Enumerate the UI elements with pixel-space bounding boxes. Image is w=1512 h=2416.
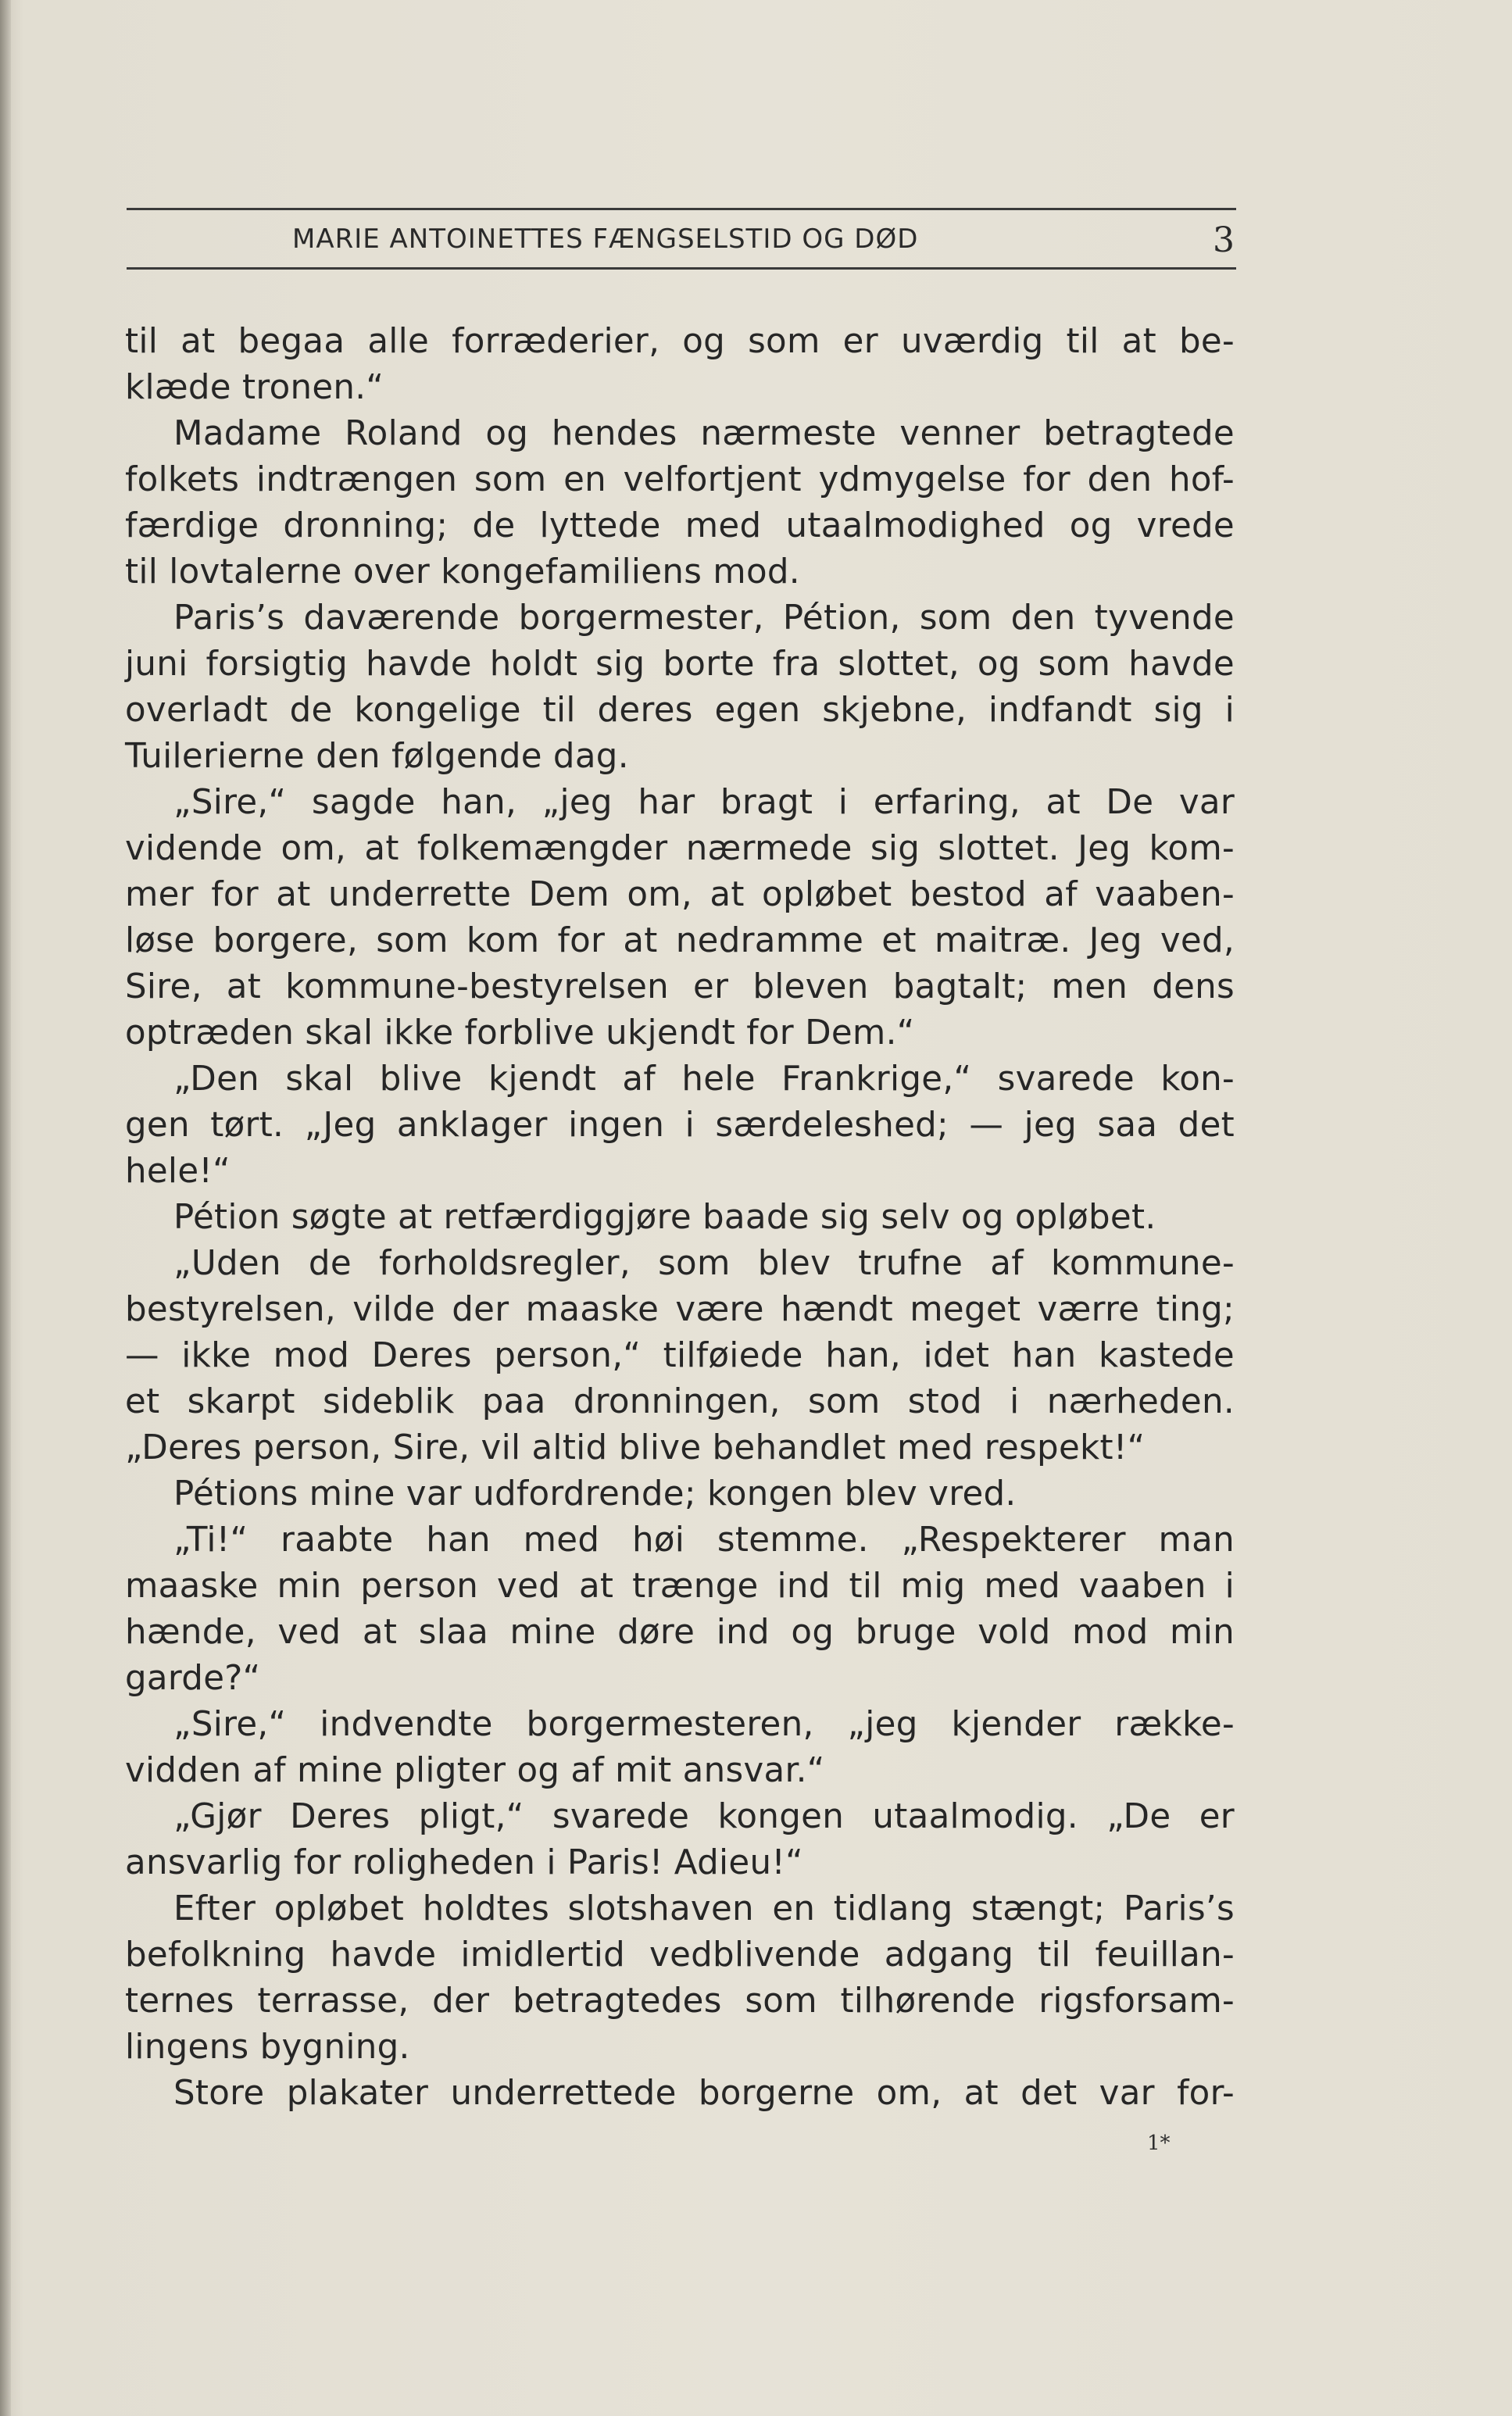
text-line: Pétion søgte at retfærdiggjøre baade sig selv og opløbet. [173,1198,1156,1237]
text-line: — ikke mod Deres person,“ tilføiede han, idet han kastede [125,1336,1235,1375]
page-spine-edge [0,0,11,2416]
text-line: folkets indtrængen som en velfortjent ydmygelse for den hof- [125,460,1235,499]
text-line: bestyrelsen, vilde der maaske være hændt meget værre ting; [125,1290,1235,1329]
text-line: hænde, ved at slaa mine døre ind og bruge vold mod min [125,1613,1235,1652]
text-line: „Ti!“ raabte han med høi stemme. „Respekterer man [173,1521,1235,1560]
header-rule-top [127,208,1236,210]
text-line: Tuilerierne den følgende dag. [125,737,629,776]
header-rule-bottom [127,267,1236,270]
text-line: gen tørt. „Jeg anklager ingen i særdeleshed; — jeg saa det [125,1106,1235,1145]
text-line: Store plakater underrettede borgerne om, at det var for- [173,2074,1235,2113]
text-line: hele!“ [125,1152,231,1191]
text-line: „Deres person, Sire, vil altid blive behandlet med respekt!“ [125,1428,1146,1467]
text-line: ternes terrasse, der betragtedes som tilhørende rigsforsam- [125,1982,1235,2021]
text-line: maaske min person ved at trænge ind til mig med vaaben i [125,1567,1235,1606]
text-line: optræden skal ikke forblive ukjendt for Dem.“ [125,1013,915,1053]
text-line: „Sire,“ indvendte borgermesteren, „jeg kjender række- [173,1705,1235,1744]
text-line: „Sire,“ sagde han, „jeg har bragt i erfaring, at De var [173,783,1235,822]
text-line: overladt de kongelige til deres egen skjebne, indfandt sig i [125,691,1235,730]
text-line: Pétions mine var udfordrende; kongen blev vred. [173,1474,1017,1514]
text-line: klæde tronen.“ [125,368,384,407]
text-line: garde?“ [125,1659,261,1698]
text-line: juni forsigtig havde holdt sig borte fra slottet, og som havde [125,645,1235,684]
text-line: „Den skal blive kjendt af hele Frankrige,“ svarede kon- [173,1060,1235,1099]
running-title: MARIE ANTOINETTES FÆNGSELSTID OG DØD [292,223,919,255]
text-line: vidende om, at folkemængder nærmede sig slottet. Jeg kom- [125,829,1235,868]
text-line: Madame Roland og hendes nærmeste venner betragtede [173,414,1235,453]
text-line: til at begaa alle forræderier, og som er uværdig til at be- [125,322,1235,361]
text-line: færdige dronning; de lyttede med utaalmodighed og vrede [125,506,1235,545]
text-line: mer for at underrette Dem om, at opløbet bestod af vaaben- [125,875,1235,914]
body-text [125,319,1235,2117]
text-line: Efter opløbet holdtes slotshaven en tidlang stængt; Paris’s [173,1889,1235,1928]
text-line: et skarpt sideblik paa dronningen, som stod i nærheden. [125,1382,1235,1421]
text-line: løse borgere, som kom for at nedramme et maitræ. Jeg ved, [125,921,1235,960]
text-line: lingens bygning. [125,2028,410,2067]
text-line: til lovtalerne over kongefamiliens mod. [125,552,800,591]
text-line: ansvarlig for roligheden i Paris! Adieu!“ [125,1843,803,1882]
text-line: „Gjør Deres pligt,“ svarede kongen utaalmodig. „De er [173,1797,1235,1836]
page-number: 3 [1213,220,1235,260]
text-line: befolkning havde imidlertid vedblivende adgang til feuillan- [125,1935,1235,1975]
text-line: „Uden de forholdsregler, som blev trufne af kommune- [173,1244,1235,1283]
text-line: Sire, at kommune-bestyrelsen er bleven bagtalt; men dens [125,967,1235,1006]
text-line: Paris’s daværende borgermester, Pétion, som den tyvende [173,599,1235,638]
signature-mark: 1* [1147,2132,1171,2155]
running-head [127,220,1236,259]
text-line: vidden af mine pligter og af mit ansvar.“ [125,1751,825,1790]
